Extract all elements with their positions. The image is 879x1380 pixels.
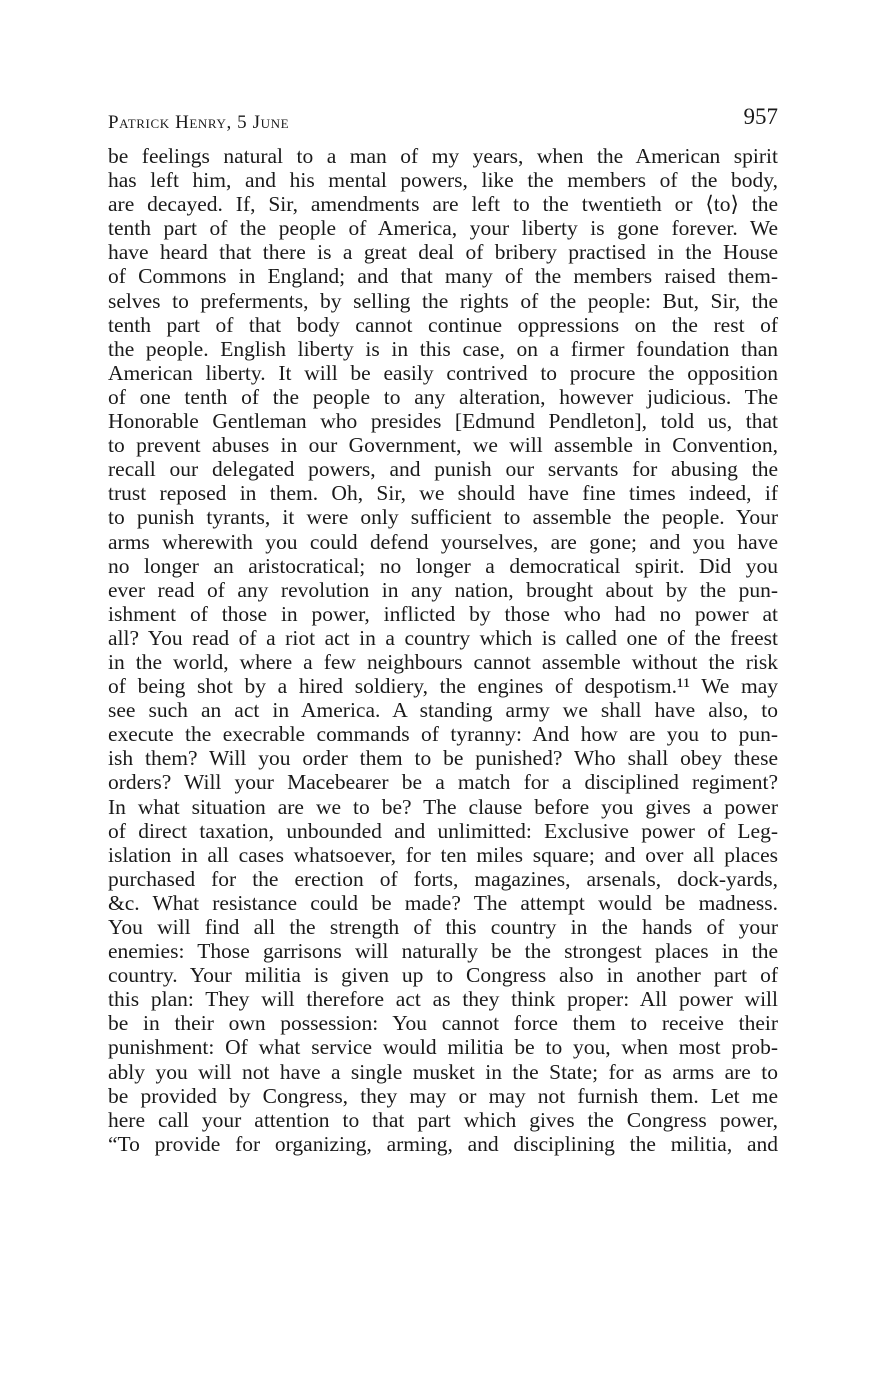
body-text	[108, 144, 778, 1156]
text-line: punishment: Of what service would militia be to you, when most prob-	[108, 1035, 778, 1060]
text-line: arms wherewith you could defend yourselves, are gone; and you have	[108, 529, 778, 554]
text-line: &c. What resistance could be made? The attempt would be madness.	[108, 890, 778, 915]
text-line: of direct taxation, unbounded and unlimitted: Exclusive power of Leg-	[108, 818, 778, 843]
text-line: of being shot by a hired soldiery, the engines of despotism.¹¹ We may	[108, 674, 778, 699]
text-line: execute the execrable commands of tyranny: And how are you to pun-	[108, 722, 778, 747]
text-line: trust reposed in them. Oh, Sir, we should have fine times indeed, if	[108, 481, 778, 506]
text-line: has left him, and his mental powers, like the members of the body,	[108, 168, 778, 193]
text-line: this plan: They will therefore act as they think proper: All power will	[108, 987, 778, 1012]
text-line: country. Your militia is given up to Congress also in another part of	[108, 963, 778, 988]
text-line: ably you will not have a single musket in the State; for as arms are to	[108, 1059, 778, 1084]
text-line: purchased for the erection of forts, magazines, arsenals, dock-yards,	[108, 866, 778, 891]
book-page	[108, 104, 778, 1156]
text-line: In what situation are we to be? The clause before you gives a power	[108, 794, 778, 819]
text-line: American liberty. It will be easily contrived to procure the opposition	[108, 360, 778, 385]
text-line: the people. English liberty is in this case, on a firmer foundation than	[108, 336, 778, 361]
text-line: to prevent abuses in our Government, we will assemble in Convention,	[108, 433, 778, 458]
text-line: be provided by Congress, they may or may not furnish them. Let me	[108, 1083, 778, 1108]
running-head	[108, 104, 778, 144]
text-line: recall our delegated powers, and punish our servants for abusing the	[108, 457, 778, 482]
text-line: of one tenth of the people to any alteration, however judicious. The	[108, 384, 778, 409]
text-line: in the world, where a few neighbours cannot assemble without the risk	[108, 649, 778, 674]
text-line: orders? Will your Macebearer be a match for a disciplined regiment?	[108, 770, 778, 795]
text-line: all? You read of a riot act in a country which is called one of the freest	[108, 625, 778, 650]
text-line: have heard that there is a great deal of bribery practised in the House	[108, 240, 778, 265]
text-line: are decayed. If, Sir, amendments are left to the twentieth or ⟨to⟩ the	[108, 192, 778, 217]
text-line: see such an act in America. A standing army we shall have also, to	[108, 698, 778, 723]
text-line: islation in all cases whatsoever, for ten miles square; and over all places	[108, 842, 778, 867]
text-line: here call your attention to that part which gives the Congress power,	[108, 1107, 778, 1132]
text-line: no longer an aristocratical; no longer a democratical spirit. Did you	[108, 553, 778, 578]
text-line: ishment of those in power, inflicted by those who had no power at	[108, 601, 778, 626]
page-number: 957	[743, 104, 778, 129]
text-line: enemies: Those garrisons will naturally be the strongest places in the	[108, 939, 778, 964]
text-line: ever read of any revolution in any nation, brought about by the pun-	[108, 577, 778, 602]
text-line: to punish tyrants, it were only sufficient to assemble the people. Your	[108, 505, 778, 530]
text-line: Honorable Gentleman who presides [Edmund Pendleton], told us, that	[108, 409, 778, 434]
text-line: ish them? Will you order them to be punished? Who shall obey these	[108, 746, 778, 771]
text-line: tenth part of that body cannot continue oppressions on the rest of	[108, 312, 778, 337]
text-line: of Commons in England; and that many of the members raised them-	[108, 264, 778, 289]
text-line: selves to preferments, by selling the rights of the people: But, Sir, the	[108, 288, 778, 313]
running-title: Patrick Henry, 5 June	[108, 112, 290, 133]
text-line: be feelings natural to a man of my years, when the American spirit	[108, 144, 778, 168]
text-line: be in their own possession: You cannot force them to receive their	[108, 1011, 778, 1036]
text-line: “To provide for organizing, arming, and disciplining the militia, and	[108, 1131, 778, 1156]
text-line: tenth part of the people of America, your liberty is gone forever. We	[108, 216, 778, 241]
text-line: You will find all the strength of this country in the hands of your	[108, 915, 778, 939]
